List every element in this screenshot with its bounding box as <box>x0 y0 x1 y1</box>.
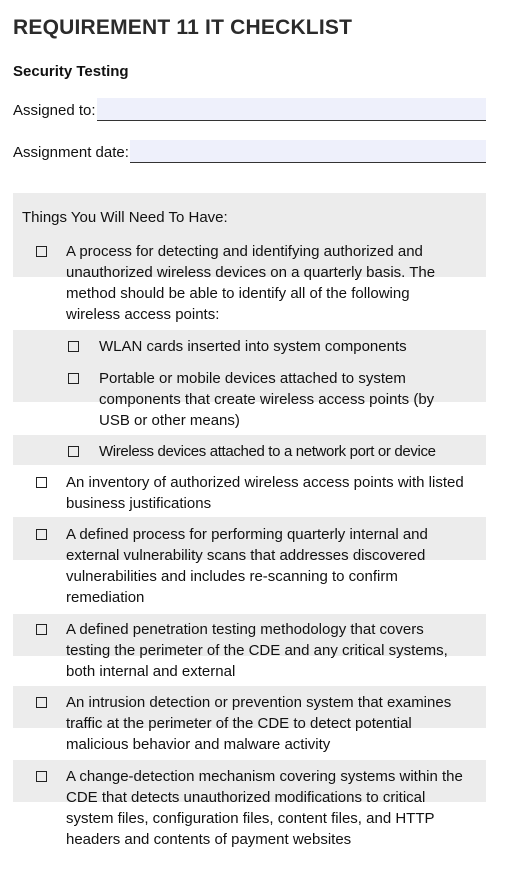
checkbox[interactable] <box>66 336 80 357</box>
checklist-item-text: An intrusion detection or prevention system that examines traffic at the perimeter of the CDE to detect potential malicious behavior and malware activity <box>66 694 452 753</box>
checkbox-icon <box>68 373 79 384</box>
assigned-to-row <box>13 98 486 121</box>
checkbox-icon <box>36 771 47 782</box>
assignment-date-label: Assignment date: <box>13 144 129 161</box>
checklist-item-text: A defined process for performing quarterly internal and external vulnerability scans that addresses discovered vulnerabilities and includes re-scanning to confirm remediation <box>66 526 428 606</box>
section-subtitle: Security Testing <box>13 63 129 80</box>
checklist-item-text: A change-detection mechanism covering systems within the CDE that detects unauthorized modifications to critical system files, configuration files, content files, and HTTP headers and contents of payment websites <box>66 768 463 848</box>
things-needed-heading: Things You Will Need To Have: <box>22 209 228 226</box>
checkbox[interactable] <box>34 472 48 493</box>
page-title: REQUIREMENT 11 IT CHECKLIST <box>13 16 353 39</box>
checkbox[interactable] <box>34 524 48 545</box>
checklist-item-text: Wireless devices attached to a network port or device <box>99 443 436 460</box>
checkbox[interactable] <box>66 441 80 462</box>
checkbox[interactable] <box>34 619 48 640</box>
checklist-item-text: WLAN cards inserted into system components <box>99 338 407 355</box>
checkbox-icon <box>68 446 79 457</box>
checkbox[interactable] <box>66 368 80 389</box>
assigned-to-label: Assigned to: <box>13 102 96 119</box>
checkbox-icon <box>36 477 47 488</box>
checkbox-icon <box>36 529 47 540</box>
checkbox[interactable] <box>34 692 48 713</box>
checkbox-icon <box>36 246 47 257</box>
checkbox-icon <box>36 624 47 635</box>
assignment-date-input[interactable] <box>130 140 486 163</box>
checkbox[interactable] <box>34 766 48 787</box>
checklist-item-text: A defined penetration testing methodology that covers testing the perimeter of the CDE and any critical systems, both internal and external <box>66 621 448 680</box>
checkbox-icon <box>36 697 47 708</box>
checklist-item-text: A process for detecting and identifying authorized and unauthorized wireless devices on a quarterly basis. The method should be able to identify all of the following wireless access points: <box>66 243 436 323</box>
checklist-item-text: Portable or mobile devices attached to system components that create wireless access points (by USB or other means) <box>99 370 435 429</box>
assignment-date-row <box>13 140 486 163</box>
checklist-item-text: An inventory of authorized wireless access points with listed business justifications <box>66 474 464 512</box>
assigned-to-input[interactable] <box>97 98 486 121</box>
checkbox[interactable] <box>34 241 48 262</box>
checkbox-icon <box>68 341 79 352</box>
